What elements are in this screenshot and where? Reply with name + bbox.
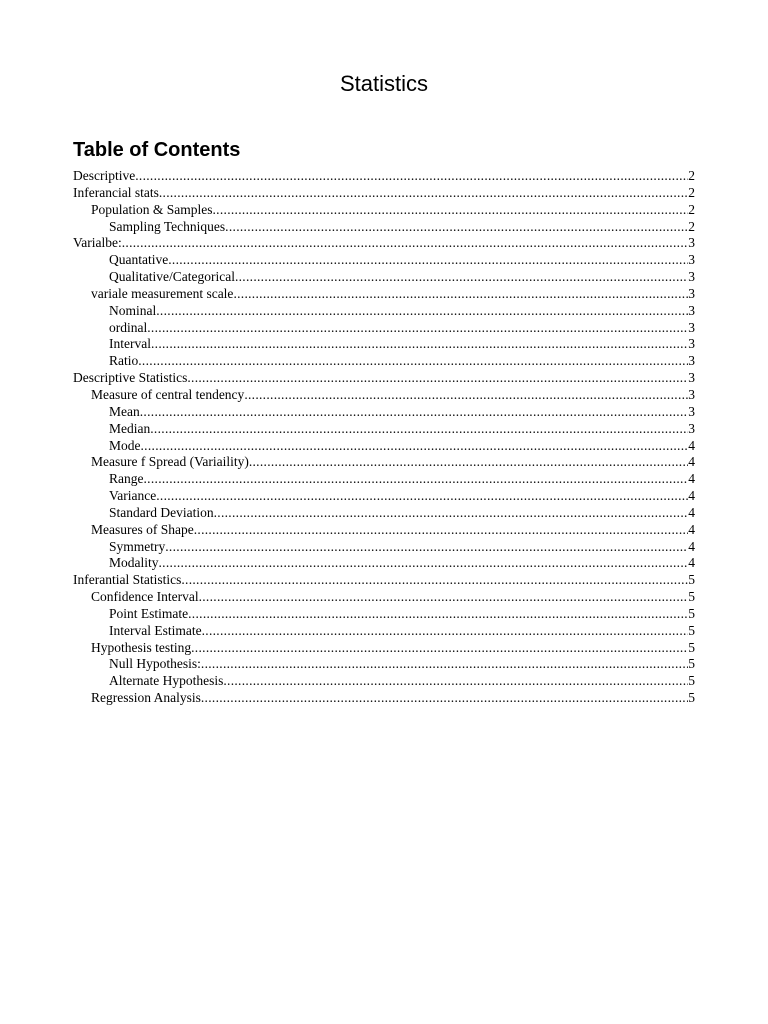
- toc-entry[interactable]: [73, 421, 695, 438]
- toc-entry-label: Regression Analysis: [91, 690, 201, 706]
- toc-entry-label: Measure f Spread (Variaility): [91, 454, 249, 470]
- dot-leader: [165, 539, 688, 556]
- toc-entry-page-number: 4: [688, 555, 695, 571]
- toc-entry[interactable]: [73, 522, 695, 539]
- toc-entry-page-number: 4: [688, 504, 695, 520]
- dot-leader: [188, 606, 688, 623]
- toc-entry[interactable]: [73, 690, 695, 707]
- toc-entry-page-number: 3: [688, 252, 695, 268]
- dot-leader: [213, 202, 689, 219]
- toc-entry-label: Ratio: [109, 353, 139, 369]
- toc-entry[interactable]: [73, 640, 695, 657]
- dot-leader: [150, 421, 688, 438]
- toc-entry-page-number: 5: [688, 639, 695, 655]
- toc-entry-page-number: 5: [688, 572, 695, 588]
- toc-entry-label: Range: [109, 471, 144, 487]
- toc-entry-page-number: 3: [688, 269, 695, 285]
- dot-leader: [156, 488, 688, 505]
- dot-leader: [233, 286, 688, 303]
- toc-entry-page-number: 4: [688, 488, 695, 504]
- toc-entry[interactable]: [73, 252, 695, 269]
- toc-entry[interactable]: [73, 336, 695, 353]
- toc-entry[interactable]: [73, 572, 695, 589]
- dot-leader: [194, 522, 689, 539]
- toc-entry-label: variale measurement scale: [91, 285, 234, 301]
- toc-entry-page-number: 3: [688, 403, 695, 419]
- toc-heading: Table of Contents: [73, 139, 241, 161]
- dot-leader: [199, 589, 689, 606]
- dot-leader: [181, 572, 688, 589]
- dot-leader: [140, 404, 689, 421]
- toc-entry-label: Mean: [109, 403, 140, 419]
- table-of-contents: [73, 168, 695, 707]
- toc-entry-page-number: 3: [688, 420, 695, 436]
- toc-entry-page-number: 5: [688, 622, 695, 638]
- toc-entry[interactable]: [73, 219, 695, 236]
- toc-entry-page-number: 5: [688, 690, 695, 706]
- toc-entry-page-number: 3: [688, 235, 695, 251]
- toc-entry-label: Population & Samples: [91, 201, 213, 217]
- toc-entry-label: Variance: [109, 488, 157, 504]
- toc-entry-label: Quantative: [109, 252, 169, 268]
- toc-entry-page-number: 4: [688, 437, 695, 453]
- dot-leader: [141, 438, 689, 455]
- toc-entry[interactable]: [73, 168, 695, 185]
- toc-entry-page-number: 2: [688, 201, 695, 217]
- toc-entry[interactable]: [73, 673, 695, 690]
- toc-entry-page-number: 3: [688, 319, 695, 335]
- dot-leader: [201, 690, 688, 707]
- toc-entry[interactable]: [73, 471, 695, 488]
- toc-entry[interactable]: [73, 555, 695, 572]
- toc-entry-page-number: 2: [688, 168, 695, 183]
- toc-entry[interactable]: [73, 438, 695, 455]
- toc-entry-label: ordinal: [109, 319, 148, 335]
- toc-entry-page-number: 5: [688, 673, 695, 689]
- dot-leader: [201, 656, 688, 673]
- toc-entry[interactable]: [73, 656, 695, 673]
- dot-leader: [249, 454, 688, 471]
- dot-leader: [159, 555, 689, 572]
- dot-leader: [187, 370, 688, 387]
- toc-entry-page-number: 5: [688, 605, 695, 621]
- toc-entry-page-number: 4: [688, 538, 695, 554]
- toc-entry[interactable]: [73, 623, 695, 640]
- toc-entry[interactable]: [73, 505, 695, 522]
- toc-entry-label: Modality: [109, 555, 159, 571]
- toc-entry-page-number: 3: [688, 386, 695, 402]
- toc-entry-label: Interval: [109, 336, 151, 352]
- toc-entry-label: Inferancial stats: [73, 184, 159, 200]
- toc-entry-label: Confidence Interval: [91, 589, 199, 605]
- dot-leader: [147, 320, 688, 337]
- dot-leader: [202, 623, 689, 640]
- toc-entry-label: Qualitative/Categorical: [109, 269, 235, 285]
- dot-leader: [156, 303, 688, 320]
- toc-entry-page-number: 3: [688, 336, 695, 352]
- document-title: Statistics: [339, 71, 429, 96]
- toc-entry[interactable]: [73, 353, 695, 370]
- toc-entry-label: Nominal: [109, 302, 157, 318]
- toc-entry[interactable]: [73, 235, 695, 252]
- toc-entry-label: Measures of Shape: [91, 521, 194, 537]
- toc-entry-label: Alternate Hypothesis: [109, 673, 224, 689]
- toc-entry[interactable]: [73, 589, 695, 606]
- toc-entry-label: Descriptive: [73, 168, 136, 183]
- toc-entry[interactable]: [73, 286, 695, 303]
- toc-entry[interactable]: [73, 387, 695, 404]
- toc-entry-label: Median: [109, 420, 151, 436]
- dot-leader: [151, 336, 688, 353]
- toc-entry-label: Sampling Techniques: [109, 218, 226, 234]
- toc-entry-page-number: 2: [688, 184, 695, 200]
- toc-entry[interactable]: [73, 454, 695, 471]
- toc-entry-label: Varialbe:: [73, 235, 122, 251]
- toc-entry-label: Symmetry: [109, 538, 166, 554]
- toc-entry-page-number: 3: [688, 370, 695, 386]
- toc-entry-page-number: 5: [688, 589, 695, 605]
- toc-entry-page-number: 3: [688, 302, 695, 318]
- dot-leader: [223, 673, 688, 690]
- toc-entry-label: Standard Deviation: [109, 504, 214, 520]
- toc-entry[interactable]: [73, 269, 695, 286]
- toc-entry-label: Point Estimate: [109, 605, 189, 621]
- toc-entry-label: Measure of central tendency: [91, 386, 245, 402]
- dot-leader: [138, 353, 688, 370]
- toc-entry-label: Mode: [109, 437, 141, 453]
- toc-entry-page-number: 4: [688, 471, 695, 487]
- dot-leader: [214, 505, 689, 522]
- toc-entry[interactable]: [73, 488, 695, 505]
- toc-entry[interactable]: [73, 303, 695, 320]
- toc-entry-label: Hypothesis testing: [91, 639, 192, 655]
- dot-leader: [144, 471, 689, 488]
- toc-entry-page-number: 3: [688, 285, 695, 301]
- toc-entry[interactable]: [73, 606, 695, 623]
- dot-leader: [244, 387, 688, 404]
- toc-entry-label: Null Hypothesis:: [109, 656, 201, 672]
- toc-entry[interactable]: [73, 320, 695, 337]
- dot-leader: [159, 185, 688, 202]
- toc-entry-page-number: 5: [688, 656, 695, 672]
- toc-entry-page-number: 3: [688, 353, 695, 369]
- toc-entry-label: Inferantial Statistics: [73, 572, 182, 588]
- toc-entry[interactable]: [73, 185, 695, 202]
- dot-leader: [135, 168, 688, 185]
- toc-entry-label: Interval Estimate: [109, 622, 202, 638]
- toc-entry-page-number: 4: [688, 454, 695, 470]
- dot-leader: [122, 235, 689, 252]
- dot-leader: [225, 219, 688, 236]
- toc-entry-page-number: 2: [688, 218, 695, 234]
- toc-entry[interactable]: [73, 202, 695, 219]
- toc-entry-page-number: 4: [688, 521, 695, 537]
- dot-leader: [168, 252, 688, 269]
- toc-entry[interactable]: [73, 404, 695, 421]
- toc-entry[interactable]: [73, 539, 695, 556]
- toc-entry[interactable]: [73, 370, 695, 387]
- dot-leader: [235, 269, 688, 286]
- dot-leader: [191, 640, 688, 657]
- toc-entry-label: Descriptive Statistics: [73, 370, 188, 386]
